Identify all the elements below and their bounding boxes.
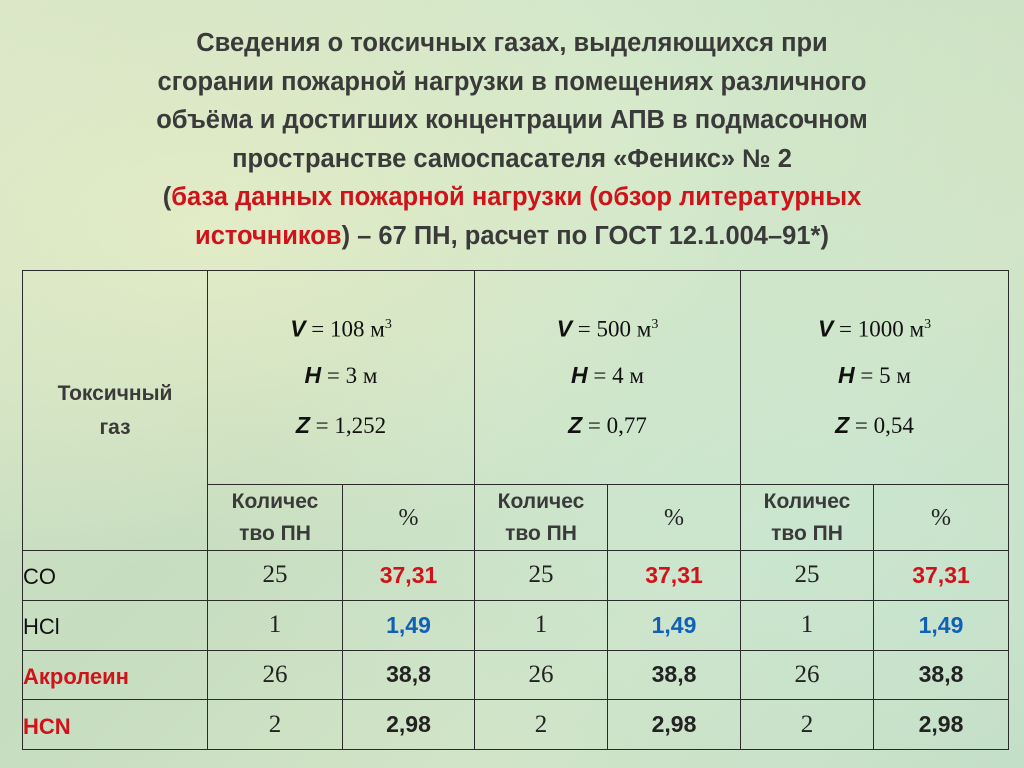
title-line-1: Сведения о токсичных газах, выделяющихся при (196, 29, 828, 57)
percent-cell: 38,8 (874, 650, 1009, 700)
count-cell: 25 (741, 551, 874, 601)
percent-header: % (343, 485, 475, 551)
table-row (23, 600, 1009, 650)
percent-cell: 37,31 (874, 551, 1009, 601)
room-params-2 (475, 271, 741, 485)
count-cell: 26 (208, 650, 343, 700)
title-line-6 (40, 217, 984, 256)
title-line-2: сгорании пожарной нагрузки в помещениях различного (157, 67, 867, 96)
gas-name: CO (23, 551, 208, 601)
count-cell: 2 (475, 700, 608, 750)
gas-header-line-2: газ (99, 415, 131, 439)
percent-cell: 2,98 (874, 700, 1009, 750)
title-tail: ) – 67 ПН, расчет по ГОСТ 12.1.004–91*) (341, 221, 829, 250)
title-line-5 (40, 178, 984, 217)
count-cell: 26 (741, 650, 874, 700)
toxic-gas-table (22, 270, 1009, 750)
slide-title (40, 24, 984, 255)
gas-header-line-1: Токсичный (57, 381, 173, 405)
table-row (23, 700, 1009, 750)
room-params-1 (208, 271, 475, 485)
percent-cell: 38,8 (608, 650, 741, 700)
gas-name: Акролеин (23, 650, 208, 700)
title-source-red-2: источников (195, 221, 342, 250)
gas-name: HCN (23, 700, 208, 750)
count-header: Количес тво ПН (475, 485, 608, 551)
percent-cell: 2,98 (343, 700, 475, 750)
percent-header: % (608, 485, 741, 551)
title-line-3: объёма и достигших концентрации АПВ в подмасочном (156, 106, 868, 134)
percent-cell: 1,49 (343, 600, 475, 650)
count-cell: 1 (208, 600, 343, 650)
percent-cell: 37,31 (343, 551, 475, 601)
count-header: Количес тво ПН (741, 485, 874, 551)
gas-column-header (23, 271, 208, 551)
room-volume: V = 500 $м^3$ (556, 315, 659, 342)
percent-cell: 37,31 (608, 551, 741, 601)
percent-cell: 38,8 (343, 650, 475, 700)
percent-cell: 1,49 (874, 600, 1009, 650)
count-cell: 26 (475, 650, 608, 700)
table-row (23, 551, 1009, 601)
room-z: Z = 0,54 (835, 411, 914, 438)
room-height: H = 5 м (838, 361, 911, 388)
percent-cell: 2,98 (608, 700, 741, 750)
room-height: H = 4 м (571, 361, 644, 388)
room-params-3 (741, 271, 1009, 485)
count-cell: 25 (208, 551, 343, 601)
room-z: Z = 1,252 (295, 411, 387, 438)
title-open-paren: ( (162, 183, 172, 211)
count-cell: 1 (741, 600, 874, 650)
count-cell: 2 (741, 700, 874, 750)
room-height: H = 3 м (304, 361, 378, 388)
gas-name: HCl (23, 600, 208, 650)
percent-header: % (874, 485, 1009, 551)
count-cell: 1 (475, 600, 608, 650)
count-cell: 2 (208, 700, 343, 750)
percent-cell: 1,49 (608, 600, 741, 650)
room-z: Z = 0,77 (568, 411, 647, 438)
title-source-red: база данных пожарной нагрузки (обзор литературных (171, 183, 862, 211)
room-volume: V = 108 $м^3$ (290, 315, 392, 342)
room-volume: V = 1000 $м^3$ (817, 315, 932, 342)
table-header-row-params (23, 271, 1009, 485)
count-header: Количес тво ПН (208, 485, 343, 551)
count-cell: 25 (475, 551, 608, 601)
title-line-4: пространстве самоспасателя «Феникс» № 2 (232, 144, 792, 173)
table-row (23, 650, 1009, 700)
